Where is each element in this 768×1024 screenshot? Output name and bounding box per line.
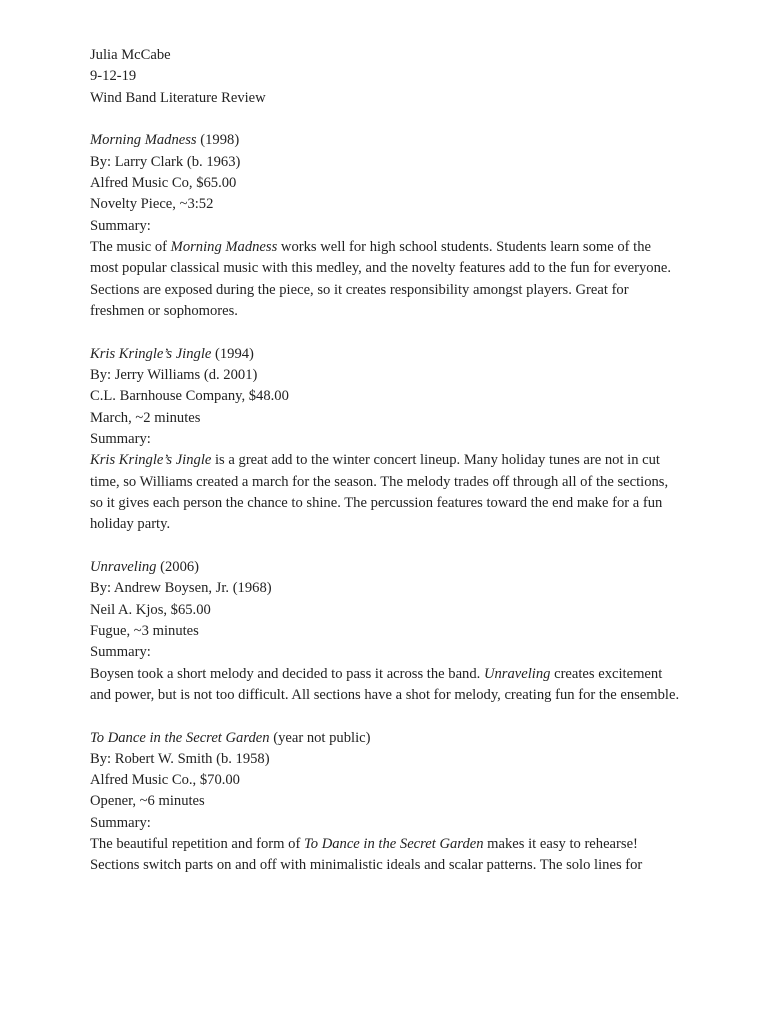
piece-publisher: Alfred Music Co., $70.00 [90, 772, 240, 789]
summary-label: Summary: [90, 644, 151, 661]
piece-year: (2006) [156, 558, 200, 575]
spacer [90, 536, 690, 557]
piece-title-line [90, 344, 690, 365]
summary-title: Morning Madness [170, 238, 278, 255]
piece-composer: By: Larry Clark (b. 1963) [90, 153, 241, 170]
piece-summary [90, 450, 680, 535]
piece-year: (year not public) [269, 729, 371, 746]
piece-composer: By: Jerry Williams (d. 2001) [90, 366, 258, 383]
piece-summary [90, 664, 680, 707]
summary-text: Boysen took a short melody and decided to pass it across the band. [90, 665, 484, 682]
summary-text: creates excitement and power, but is not too difficult. All sections have a shot for melody, creating fun for the ensemble. [90, 665, 680, 703]
summary-label: Summary: [90, 217, 151, 234]
summary-text: makes it easy to rehearse! Sections switch parts on and off with minimalistic ideals and scalar patterns. The solo lines for [90, 836, 643, 874]
summary-label: Summary: [90, 814, 151, 831]
piece-composer: By: Robert W. Smith (b. 1958) [90, 750, 270, 767]
piece-title-line [90, 728, 690, 749]
piece-summary [90, 834, 680, 877]
piece-summary [90, 237, 680, 322]
piece-publisher: Alfred Music Co, $65.00 [90, 174, 237, 191]
document-page [90, 45, 690, 877]
piece-title: Morning Madness [90, 132, 197, 149]
piece-year: (1998) [196, 132, 240, 149]
summary-text: The beautiful repetition and form of [90, 836, 304, 853]
piece-genre: Novelty Piece, ~3:52 [90, 196, 214, 213]
summary-text: is a great add to the winter concert lineup. Many holiday tunes are not in cut time, so Williams created a march for the season. The melody trades off through all of the sections, so it gives each person the chance to shine. The percussion features toward the end make for a fun holiday party. [90, 452, 669, 533]
summary-text: The music of [90, 238, 171, 255]
spacer [90, 109, 690, 130]
document-date: 9-12-19 [90, 68, 137, 85]
piece-publisher: Neil A. Kjos, $65.00 [90, 601, 211, 618]
piece-title-line [90, 130, 690, 151]
spacer [90, 706, 690, 727]
piece-publisher: C.L. Barnhouse Company, $48.00 [90, 388, 289, 405]
spacer [90, 322, 690, 343]
piece-year: (1994) [211, 345, 254, 362]
piece-title-line [90, 557, 690, 578]
piece-genre: March, ~2 minutes [90, 409, 201, 426]
piece-genre: Fugue, ~3 minutes [90, 622, 199, 639]
summary-title: Kris Kringle’s Jingle [90, 452, 212, 469]
piece-title: Unraveling [90, 558, 157, 575]
piece-composer: By: Andrew Boysen, Jr. (1968) [90, 580, 272, 597]
piece-title: Kris Kringle’s Jingle [90, 345, 212, 362]
author-name: Julia McCabe [90, 47, 171, 63]
summary-label: Summary: [90, 430, 151, 447]
document-title: Wind Band Literature Review [90, 89, 266, 106]
summary-title: To Dance in the Secret Garden [303, 836, 484, 853]
summary-text: works well for high school students. Students learn some of the most popular classical music with this medley, and the novelty features add to the fun for everyone. Sections are exposed during the piece, so it creates responsibility amongst players. Great for freshmen or sophomores. [90, 238, 672, 319]
piece-title: To Dance in the Secret Garden [90, 729, 270, 746]
piece-genre: Opener, ~6 minutes [90, 793, 205, 810]
summary-title: Unraveling [483, 665, 551, 682]
